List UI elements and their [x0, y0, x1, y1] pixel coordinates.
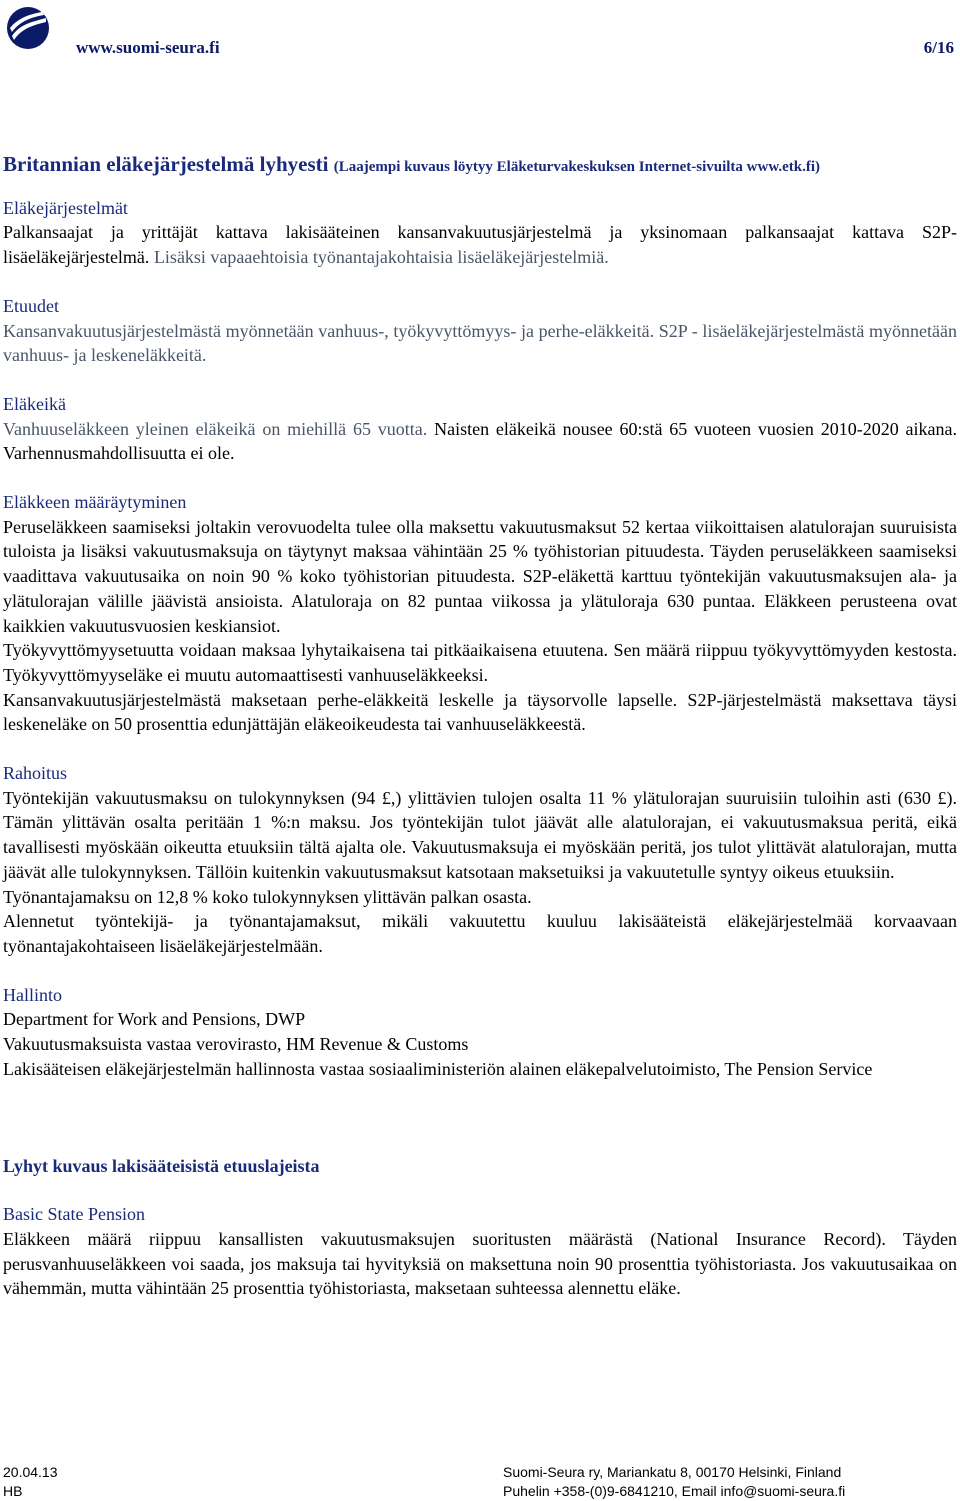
- paragraph: Peruseläkkeen saamiseksi joltakin verovuodelta tulee olla maksettu vakuutusmaksut 52 kertaa viikoittaisen alatulorajan suuruisista tuloista ja lisäksi vakuutusmaksuja on täytynyt maksaa vähintään 25 % työhistorian pituudesta. Täyden peruseläkkeen saamiseksi vaadittava vakuutusaika on noin 90 % koko työhistorian pituudesta. S2P-eläkettä karttuu työntekijän vakuutusmaksujen ala- ja ylätulorajan välille jäävistä ansioista. Alatuloraja on 82 puntaa viikossa ja ylätuloraja 630 puntaa. Eläkkeen perusteena ovat kaikkien vakuutusvuosien keskiansiot.: [3, 516, 957, 636]
- footer-contact: Puhelin +358-(0)9-6841210, Email info@suomi-seura.fi: [503, 1483, 846, 1499]
- section-elakeika: [3, 392, 957, 466]
- paragraph-text: Vanhuuseläkkeen yleinen eläkeikä on miehillä 65 vuotta.: [3, 418, 428, 439]
- section-text: Kansanvakuutusjärjestelmästä myönnetään vanhuus-, työkyvyttömyys- ja perhe-eläkkeitä. S2P - lisäeläkejärjestelmästä myönnetään vanhuus- ja leskeneläkkeitä.: [3, 320, 957, 366]
- section-lyhyt: [3, 1154, 957, 1179]
- section-elakejarjestelmat: [3, 196, 957, 270]
- paragraph: Työkyvyttömyysetuutta voidaan maksaa lyhytaikaisena tai pitkäaikaisena etuutena. Sen määrä riippuu työkyvyttömyyden kestosta. Työkyvyttömyyseläke ei muutu automaattisesti vanhuuseläkkeeksi.: [3, 640, 957, 685]
- paragraph: Department for Work and Pensions, DWP: [3, 1009, 306, 1030]
- paragraph: Työnantajamaksu on 12,8 % koko tulokynnyksen ylittävän palkan osasta.: [3, 886, 532, 907]
- paragraph: Vakuutusmaksuista vastaa verovirasto, HM Revenue & Customs: [3, 1034, 469, 1055]
- section-etuudet: [3, 294, 957, 368]
- paragraph: Lakisääteisen eläkejärjestelmän hallinnosta vastaa sosiaaliministeriön alainen eläkepalvelutoimisto, The Pension Service: [3, 1058, 873, 1079]
- paragraph-text: Palkansaajat ja yrittäjät kattava lakisääteinen kansanvakuutusjärjestelmä ja yksinomaan palkansaajat kattava S2P-lisäeläkejärjestelmä.: [3, 222, 957, 268]
- section-heading: Eläkkeen määräytyminen: [3, 492, 187, 513]
- title-main: Britannian eläkejärjestelmä lyhyesti: [3, 152, 329, 176]
- paragraph: Alennetut työntekijä- ja työnantajamaksut, mikäli vakuutettu kuuluu lakisääteistä eläkejärjestelmää korvaavaan työnantajakohtaiseen lisäeläkejärjestelmään.: [3, 911, 957, 956]
- section-heading: Eläkejärjestelmät: [3, 197, 128, 218]
- paragraph-text: Lisäksi vapaaehtoisia työnantajakohtaisia lisäeläkejärjestelmiä.: [153, 247, 609, 268]
- paragraph: Työntekijän vakuutusmaksu on tulokynnyksen (94 £,) ylittävien tulojen osalta 11 % ylätulorajan suuruisiin tuloihin asti (630 £). Tämän ylittävän osalta peritään 1 %:n maksu. Jos työntekijän tulot jäävät alle alatulorajan, ei vakuutusmaksua peritä, eikä tavallisesti myöskään oikeutta etuuksiin tältä ajalta ole. Vakuutusmaksuja ei myöskään peritä, jos tulot ylittävät alatulorajan, mutta jäävät alle tulokynnyksen. Tällöin kuitenkin vakuutusmaksut katsotaan maksetuiksi ja vakuutetulle syntyy oikeus etuuksiin.: [3, 787, 957, 882]
- paragraph-text: Naisten eläkeikä nousee 60:stä 65 vuoteen vuosien 2010-2020 aikana. Varhennusmahdollisuutta ei ole.: [3, 418, 958, 464]
- paragraph: Kansanvakuutusjärjestelmästä maksetaan perhe-eläkkeitä leskelle ja täysorvolle lapselle. S2P-järjestelmästä maksettava täysi leskeneläke on 50 prosenttia edunjättäjän eläkeoikeudesta tai vanhuuseläkkeestä.: [3, 689, 957, 735]
- footer-org: Suomi-Seura ry, Mariankatu 8, 00170 Helsinki, Finland: [503, 1464, 842, 1480]
- section-basic-state-pension: [3, 1202, 957, 1301]
- section-heading: Etuudet: [3, 295, 59, 316]
- footer-initials: HB: [3, 1483, 23, 1499]
- title-note: (Laajempi kuvaus löytyy Eläketurvakeskuksen Internet-sivuilta www.etk.fi): [333, 159, 821, 175]
- page-number: 6/16: [923, 38, 954, 57]
- section-heading: Basic State Pension: [3, 1204, 145, 1225]
- section-text: [3, 417, 957, 466]
- footer-right: [503, 1463, 845, 1501]
- section-heading: Lyhyt kuvaus lakisääteisistä etuuslajeista: [3, 1155, 320, 1176]
- header-url[interactable]: www.suomi-seura.fi: [76, 38, 220, 57]
- page-title: [3, 152, 957, 180]
- section-maaraytyminen: [3, 490, 957, 737]
- paragraph: Eläkkeen määrä riippuu kansallisten vakuutusmaksujen suoritusten määrästä (National Insurance Record). Täyden perusvanhuuseläkkeen voi saada, jos maksuja tai hyvityksiä on maksettuna noin 90 prosenttia työhistoriasta. Jos vakuutusaikaa on vähemmän, mutta vähintään 25 prosenttia työhistoriasta, maksetaan suhteessa alennettu eläke.: [3, 1228, 957, 1299]
- section-heading: Rahoitus: [3, 763, 68, 784]
- document-body: [3, 152, 957, 1325]
- section-heading: Hallinto: [3, 984, 62, 1005]
- section-heading: Eläkeikä: [3, 393, 66, 414]
- section-text: [3, 220, 957, 269]
- section-hallinto: [3, 983, 957, 1082]
- suomi-seura-logo-icon: [6, 6, 50, 50]
- footer-date: 20.04.13: [3, 1464, 58, 1480]
- section-rahoitus: [3, 761, 957, 959]
- footer-left: [3, 1463, 58, 1501]
